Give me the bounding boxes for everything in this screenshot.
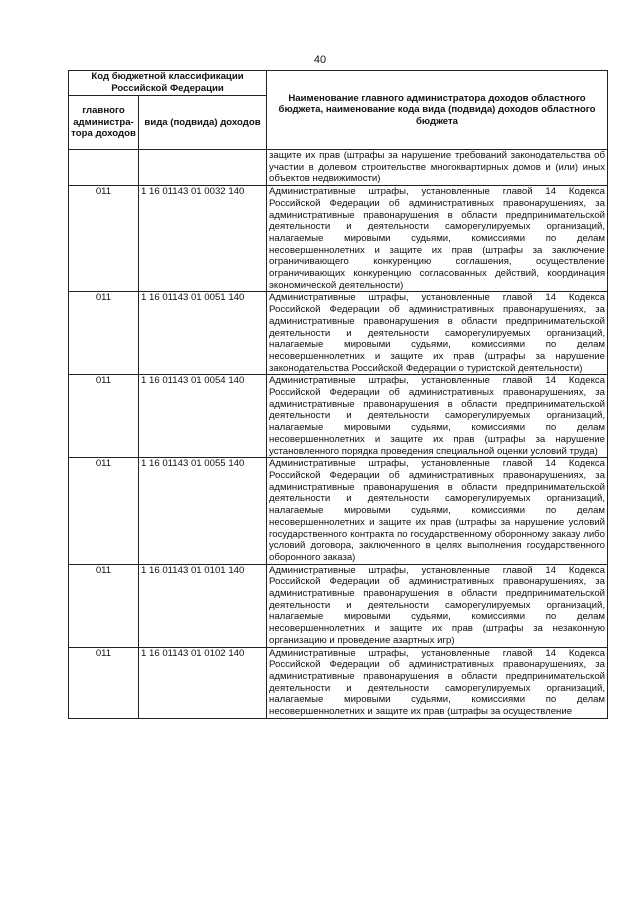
- table-row: [69, 458, 608, 564]
- description-cell: Административные штрафы, установленные главой 14 Кодекса Российской Федерации об административных правонарушениях, за административные правонарушения в области предпринимательской деятельности и деятельности саморегулируемых организаций, налагаемые мировыми судьями, комиссиями по делам несовершеннолетних и защите их прав (штрафы за нарушение законодательства Российской Федерации о туристской деятельности): [267, 292, 608, 375]
- admin-code-cell: 011: [69, 186, 139, 292]
- budget-classification-table: [68, 70, 608, 719]
- description-cell: Административные штрафы, установленные главой 14 Кодекса Российской Федерации об административных правонарушениях, за административные правонарушения в области предпринимательской деятельности и деятельности саморегулируемых организаций, налагаемые мировыми судьями, комиссиями по делам несовершеннолетних и защите их прав (штрафы за незаконную организацию и проведение азартных игр): [267, 564, 608, 647]
- income-code-cell: 1 16 01143 01 0101 140: [139, 564, 267, 647]
- description-cell: Административные штрафы, установленные главой 14 Кодекса Российской Федерации об административных правонарушениях, за административные правонарушения в области предпринимательской деятельности и деятельности саморегулируемых организаций, налагаемые мировыми судьями, комиссиями по делам несовершеннолетних и защите их прав (штрафы за нарушение условий государственного контракта по государственному оборонному заказу либо условий договора, заключенного в целях выполнения государственного оборонного заказа): [267, 458, 608, 564]
- description-cell: защите их прав (штрафы за нарушение требований законодательства об участии в долевом строительстве многоквартирных домов и (или) иных объектов недвижимости): [267, 150, 608, 186]
- admin-code-cell: 011: [69, 292, 139, 375]
- header-admin: главного администра-тора доходов: [69, 96, 139, 150]
- table-row: [69, 150, 608, 186]
- description-cell: Административные штрафы, установленные главой 14 Кодекса Российской Федерации об административных правонарушениях, за административные правонарушения в области предпринимательской деятельности и деятельности саморегулируемых организаций, налагаемые мировыми судьями, комиссиями по делам несовершеннолетних и защите их прав (штрафы за нарушение установленного порядка проведения специальной оценки условий труда): [267, 375, 608, 458]
- description-cell: Административные штрафы, установленные главой 14 Кодекса Российской Федерации об административных правонарушениях, за административные правонарушения в области предпринимательской деятельности и деятельности саморегулируемых организаций, налагаемые мировыми судьями, комиссиями по делам несовершеннолетних и защите их прав (штрафы за заключение ограничивающего конкуренцию соглашения, осуществление ограничивающих конкуренцию согласованных действий, координация экономической деятельности): [267, 186, 608, 292]
- table-row: [69, 647, 608, 718]
- income-code-cell: 1 16 01143 01 0055 140: [139, 458, 267, 564]
- table-header-row: [69, 71, 608, 96]
- table-row: [69, 186, 608, 292]
- income-code-cell: 1 16 01143 01 0032 140: [139, 186, 267, 292]
- table-row: [69, 292, 608, 375]
- table-row: [69, 564, 608, 647]
- description-cell: Административные штрафы, установленные главой 14 Кодекса Российской Федерации об административных правонарушениях, за административные правонарушения в области предпринимательской деятельности и деятельности саморегулируемых организаций, налагаемые мировыми судьями, комиссиями по делам несовершеннолетних и защите их прав (штрафы за осуществление: [267, 647, 608, 718]
- admin-code-cell: 011: [69, 564, 139, 647]
- admin-code-cell: 011: [69, 458, 139, 564]
- admin-code-cell: [69, 150, 139, 186]
- income-code-cell: 1 16 01143 01 0054 140: [139, 375, 267, 458]
- admin-code-cell: 011: [69, 375, 139, 458]
- income-code-cell: 1 16 01143 01 0051 140: [139, 292, 267, 375]
- table-row: [69, 375, 608, 458]
- admin-code-cell: 011: [69, 647, 139, 718]
- header-name: Наименование главного администратора доходов областного бюджета, наименование кода вида (подвида) доходов областного бюджета: [267, 71, 608, 150]
- income-code-cell: [139, 150, 267, 186]
- page-number: 40: [313, 54, 327, 66]
- header-kind: вида (подвида) доходов: [139, 96, 267, 150]
- header-code-group: Код бюджетной классификации Российской Федерации: [69, 71, 267, 96]
- income-code-cell: 1 16 01143 01 0102 140: [139, 647, 267, 718]
